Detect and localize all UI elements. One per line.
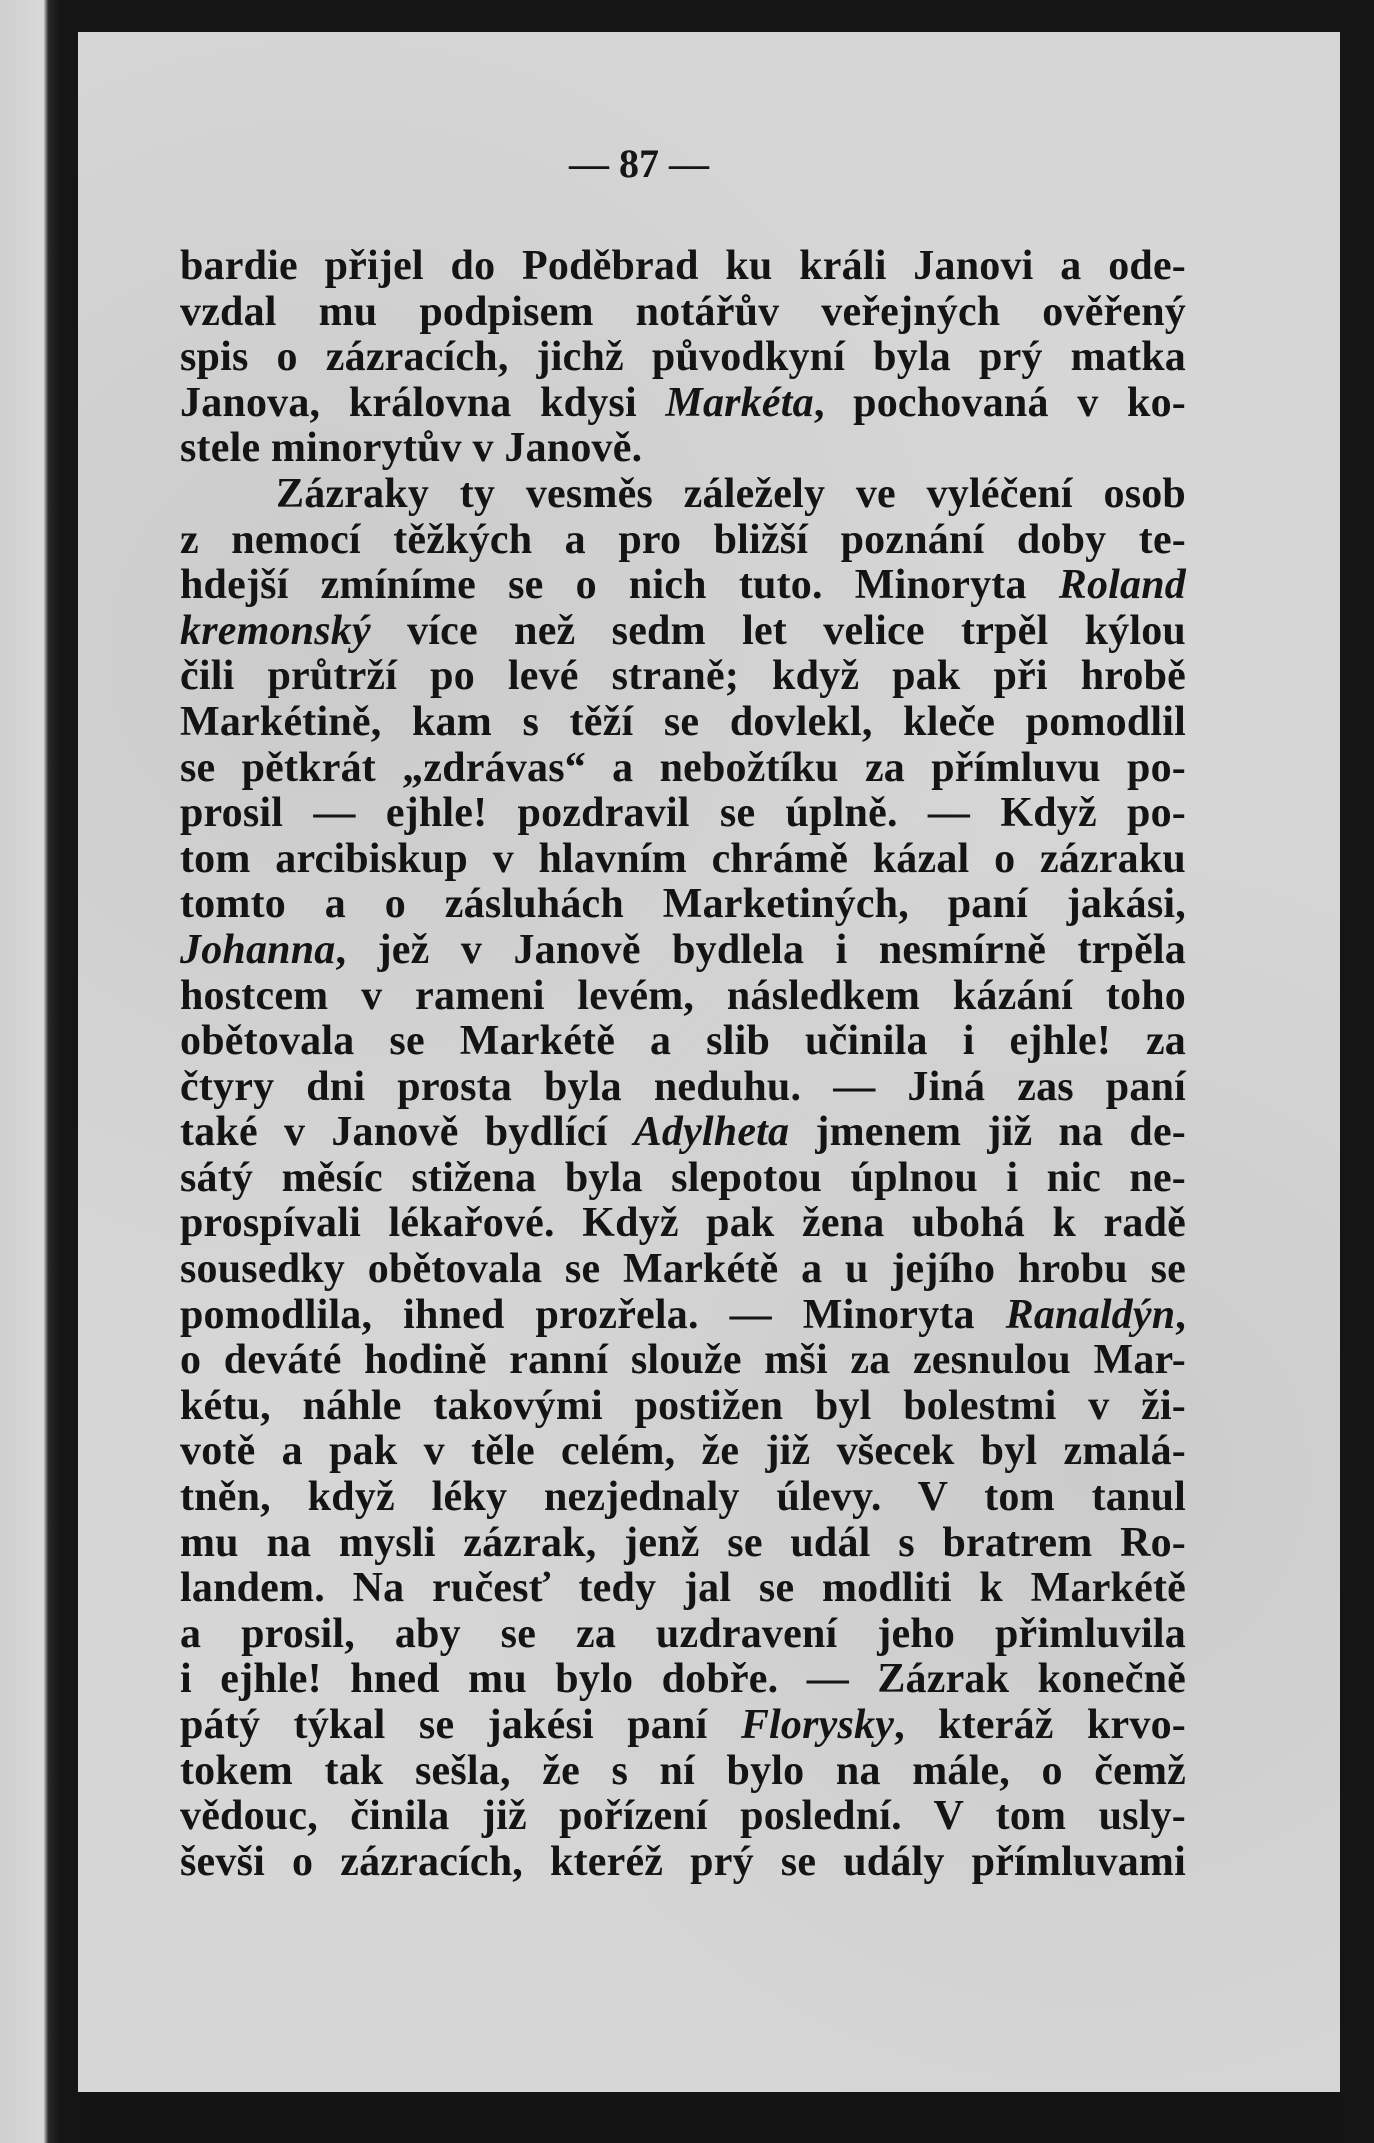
body-text <box>180 244 1186 1885</box>
text-segment: sátý měsíc stižena byla slepotou úplnou i nic ne- <box>180 1154 1186 1201</box>
text-segment: i ejhle! hned mu bylo dobře. — Zázrak konečně <box>180 1656 1186 1703</box>
text-segment: Zázraky ty vesměs záležely ve vyléčení osob <box>276 470 1186 517</box>
text-line <box>180 1566 1186 1612</box>
text-segment: vzdal mu podpisem notářův veřejných ověřený <box>180 288 1186 335</box>
text-segment: také v Janově bydlící <box>180 1109 634 1156</box>
italic-name: Adylheta <box>633 1109 790 1156</box>
text-segment: kétu, náhle takovými postižen byl bolestmi v ži- <box>180 1382 1186 1429</box>
text-segment: , kteráž krvo- <box>894 1702 1186 1748</box>
text-segment: sousedky obětovala se Markétě a u jejího hrobu se <box>180 1246 1186 1293</box>
text-line <box>180 1019 1186 1065</box>
text-line <box>180 928 1186 974</box>
text-line <box>180 1612 1186 1658</box>
text-line <box>180 1247 1186 1293</box>
text-line <box>180 1794 1186 1840</box>
italic-name: Roland <box>1058 562 1186 609</box>
text-line <box>180 1065 1186 1111</box>
text-line <box>180 335 1186 381</box>
text-segment: a prosil, aby se za uzdravení jeho přimluvila <box>180 1610 1186 1657</box>
italic-name: kremonský <box>180 607 371 654</box>
text-segment: čtyry dni prosta byla neduhu. — Jiná zas paní <box>180 1063 1186 1110</box>
text-segment: tněn, když léky nezjednaly úlevy. V tom tanul <box>180 1474 1186 1521</box>
text-segment: votě a pak v těle celém, že již všecek byl zmalá- <box>180 1428 1186 1475</box>
text-line <box>180 1840 1186 1886</box>
text-line <box>180 746 1186 792</box>
text-segment: mu na mysli zázrak, jenž se udál s bratrem Ro- <box>180 1519 1186 1566</box>
page-bottom-edge <box>78 2092 1340 2143</box>
text-line <box>180 1338 1186 1384</box>
text-line <box>180 1201 1186 1247</box>
text-segment: Markétině, kam s těží se dovlekl, kleče pomodlil <box>180 698 1186 745</box>
text-line <box>180 791 1186 837</box>
text-segment: tokem tak sešla, že s ní bylo na mále, o čemž <box>180 1747 1186 1794</box>
previous-page-edge <box>0 0 62 2143</box>
text-line <box>180 1749 1186 1795</box>
text-line <box>180 609 1186 655</box>
book-page <box>78 32 1340 2092</box>
text-segment: , <box>1175 1291 1186 1338</box>
text-segment: obětovala se Markétě a slib učinila i ejhle! za <box>180 1018 1186 1065</box>
text-line <box>180 426 1186 472</box>
text-segment: čili průtrží po levé straně; když pak při hrobě <box>180 653 1186 700</box>
text-segment: spis o zázracích, jichž původkyní byla prý matka <box>180 334 1186 381</box>
text-line <box>180 472 1186 518</box>
text-line <box>180 700 1186 746</box>
text-segment: , pochovaná v ko- <box>813 379 1186 426</box>
italic-name: Johanna <box>180 926 336 973</box>
text-segment: prosil — ejhle! pozdravil se úplně. — Když po- <box>180 790 1186 837</box>
text-line <box>180 290 1186 336</box>
text-line <box>180 837 1186 883</box>
italic-name: Ranaldýn <box>1005 1291 1176 1338</box>
text-line <box>180 1293 1186 1339</box>
italic-name: Markéta <box>665 379 814 426</box>
text-segment: jmenem již na de- <box>789 1109 1186 1156</box>
text-segment: pomodlila, ihned prozřela. — Minoryta <box>180 1291 1006 1338</box>
text-segment: ševši o zázracích, kteréž prý se udály přímluvami <box>180 1838 1186 1885</box>
text-line <box>180 974 1186 1020</box>
text-segment: o deváté hodině ranní slouže mši za zesnulou Mar- <box>180 1337 1186 1384</box>
text-segment: pátý týkal se jakési paní <box>180 1702 741 1748</box>
text-segment: z nemocí těžkých a pro bližší poznání doby te- <box>180 516 1186 563</box>
text-line <box>180 1429 1186 1475</box>
text-segment: bardie přijel do Poděbrad ku králi Janovi a ode- <box>180 243 1186 289</box>
text-segment: tom arcibiskup v hlavním chrámě kázal o zázraku <box>180 835 1186 882</box>
text-segment: Janova, královna kdysi <box>180 379 666 426</box>
text-line <box>180 1521 1186 1567</box>
text-line <box>180 518 1186 564</box>
text-segment: se pětkrát „zdrávas“ a nebožtíku za přímluvu po- <box>180 744 1186 791</box>
text-line <box>180 244 1186 290</box>
text-segment: , jež v Janově bydlela i nesmírně trpěla <box>335 926 1186 973</box>
text-segment: prospívali lékařové. Když pak žena ubohá k radě <box>180 1200 1186 1247</box>
text-segment: hdejší zmíníme se o nich tuto. Minoryta <box>180 562 1059 609</box>
text-line <box>180 882 1186 928</box>
text-segment: landem. Na ručesť tedy jal se modliti k Markétě <box>180 1565 1186 1612</box>
text-line <box>180 1110 1186 1156</box>
text-line <box>180 381 1186 427</box>
text-segment: tomto a o zásluhách Marketiných, paní jakási, <box>180 881 1186 928</box>
page-number: — 87 — <box>569 141 709 186</box>
text-segment: vědouc, činila již pořízení poslední. V tom usly- <box>180 1793 1186 1840</box>
text-line <box>180 563 1186 609</box>
text-line <box>180 1703 1186 1749</box>
text-segment: hostcem v rameni levém, následkem kázání toho <box>180 972 1186 1019</box>
text-line <box>180 1657 1186 1703</box>
text-line <box>180 1384 1186 1430</box>
text-segment: více než sedm let velice trpěl kýlou <box>370 607 1186 654</box>
text-line <box>180 1156 1186 1202</box>
text-line <box>180 654 1186 700</box>
text-line <box>180 1475 1186 1521</box>
italic-name: Florysky <box>740 1702 895 1748</box>
text-segment: stele minorytův v Janově. <box>180 425 643 472</box>
